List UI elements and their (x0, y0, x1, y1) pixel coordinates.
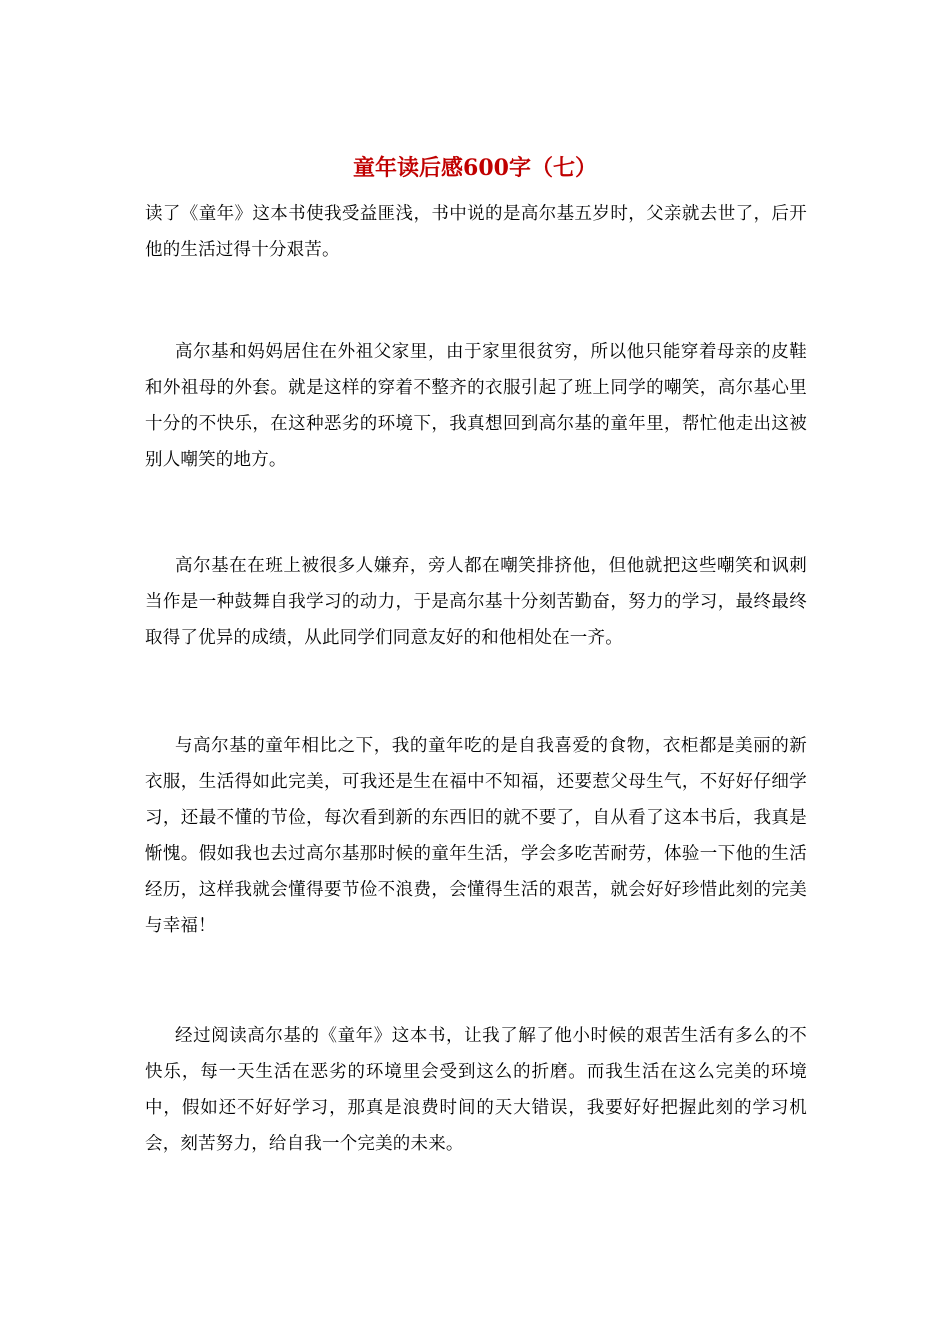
paragraph-conclusion: 经过阅读高尔基的《童年》这本书，让我了解了他小时候的艰苦生活有多么的不快乐，每一天生活在恶劣的环境里会受到这么的折磨。而我生活在这么完美的环境中，假如还不好好学习，那真是浪费时间的天大错误，我要好好把握此刻的学习机会，刻苦努力，给自我一个完美的未来。 (145, 1026, 807, 1154)
document-title: 童年读后感600字（七） (353, 155, 597, 181)
paragraph-comparison: 与高尔基的童年相比之下，我的童年吃的是自我喜爱的食物，衣柜都是美丽的新衣服，生活得如此完美，可我还是生在福中不知福，还要惹父母生气，不好好仔细学习，还最不懂的节俭，每次看到新的东西旧的就不要了，自从看了这本书后，我真是惭愧。假如我也去过高尔基那时候的童年生活，学会多吃苦耐劳，体验一下他的生活经历，这样我就会懂得要节俭不浪费，会懂得生活的艰苦，就会好好珍惜此刻的完美与幸福！ (145, 736, 807, 936)
paragraph-intro: 读了《童年》这本书使我受益匪浅，书中说的是高尔基五岁时，父亲就去世了，后开他的生活过得十分艰苦。 (145, 204, 807, 260)
paragraph-living-conditions: 高尔基和妈妈居住在外祖父家里，由于家里很贫穷，所以他只能穿着母亲的皮鞋和外祖母的外套。就是这样的穿着不整齐的衣服引起了班上同学的嘲笑，高尔基心里十分的不快乐，在这种恶劣的环境下，我真想回到高尔基的童年里，帮忙他走出这被别人嘲笑的地方。 (145, 342, 807, 470)
paragraph-perseverance: 高尔基在在班上被很多人嫌弃，旁人都在嘲笑排挤他，但他就把这些嘲笑和讽刺当作是一种鼓舞自我学习的动力，于是高尔基十分刻苦勤奋，努力的学习，最终最终取得了优异的成绩，从此同学们同意友好的和他相处在一齐。 (145, 556, 807, 648)
